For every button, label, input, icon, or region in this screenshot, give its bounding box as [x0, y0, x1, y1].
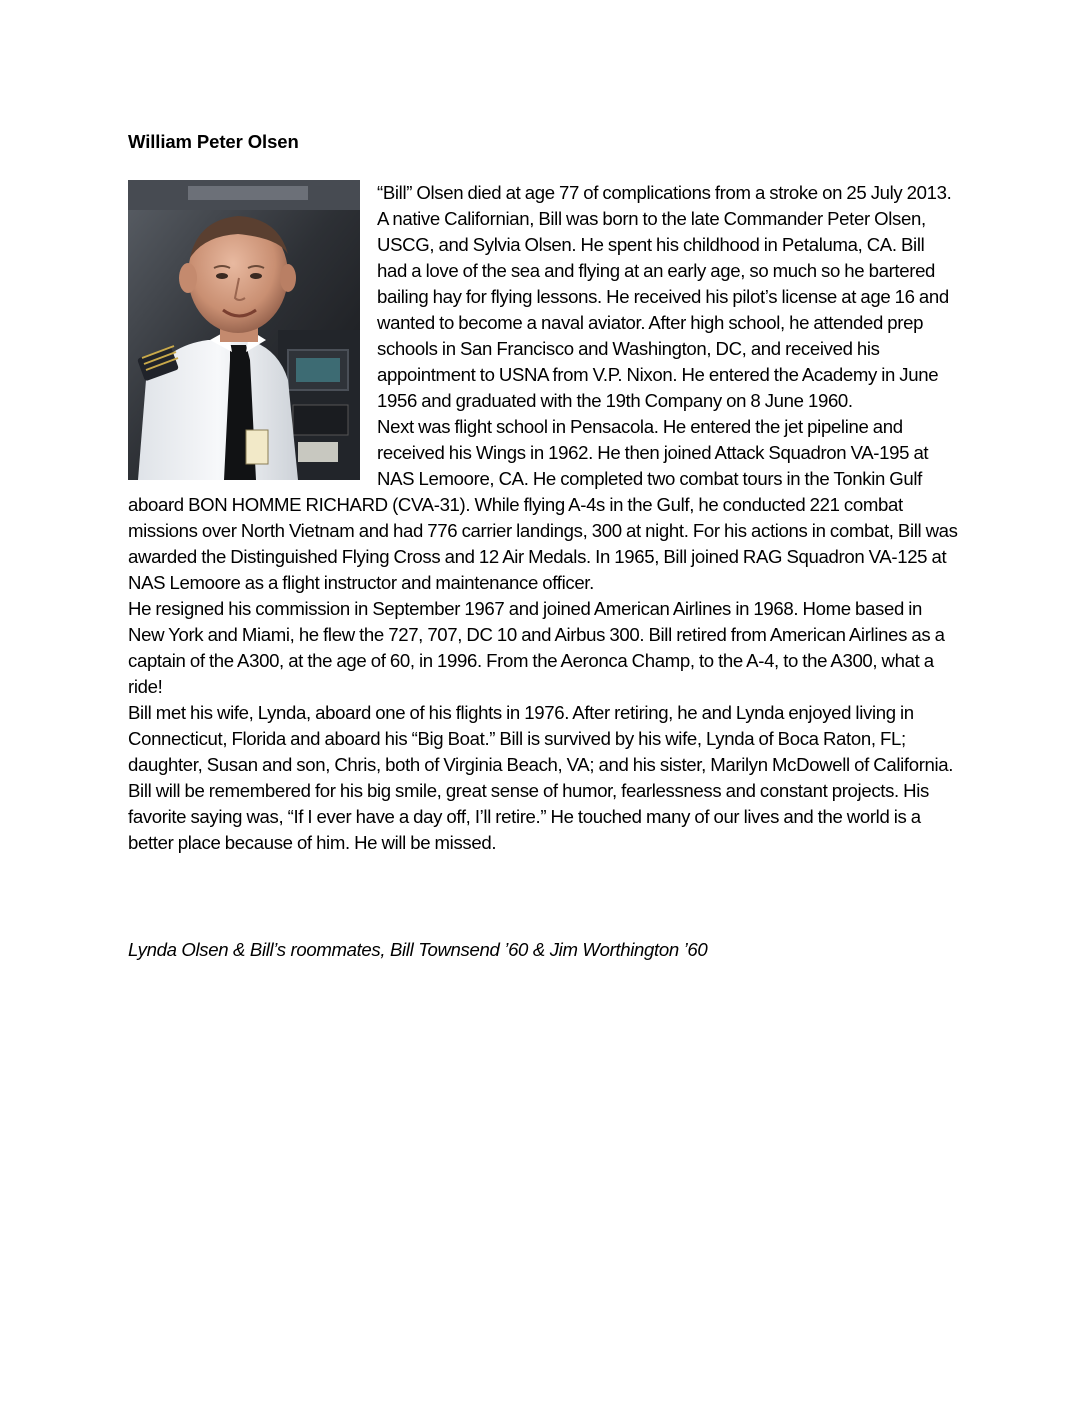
portrait-photo: [128, 180, 360, 480]
obituary-body: [128, 180, 958, 856]
paragraph-4: Bill met his wife, Lynda, aboard one of his flights in 1976. After retiring, he and Lynda enjoyed living in Connecticut, Florida and aboard his “Big Boat.” Bill is survived by his wife, Lynda of Boca Raton, FL; daughter, Susan and son, Chris, both of Virginia Beach, VA; and his sister, Marilyn McDowell of California.: [128, 702, 954, 775]
obituary-title: William Peter Olsen: [128, 131, 299, 152]
pilot-portrait-icon: [128, 180, 360, 480]
paragraph-3: He resigned his commission in September 1967 and joined American Airlines in 1968. Home based in New York and Miami, he flew the 727, 707, DC 10 and Airbus 300. Bill retired from American Airlines as a captain of the A300, at the age of 60, in 1996. From the Aeronca Champ, to the A-4, to the A300, what a ride!: [128, 598, 945, 697]
paragraph-2: Next was flight school in Pensacola. He entered the jet pipeline and received his Wings in 1962. He then joined Attack Squadron VA-195 at NAS Lemoore, CA. He completed two combat tours in the Tonkin Gulf aboard BON HOMME RICHARD (CVA-31). While flying A-4s in the Gulf, he conducted 221 combat missions over North Vietnam and had 776 carrier landings, 300 at night. For his actions in combat, Bill was awarded the Distinguished Flying Cross and 12 Air Medals. In 1965, Bill joined RAG Squadron VA-125 at NAS Lemoore as a flight instructor and maintenance officer.: [128, 416, 958, 593]
paragraph-1: “Bill” Olsen died at age 77 of complications from a stroke on 25 July 2013. A native Californian, Bill was born to the late Commander Peter Olsen, USCG, and Sylvia Olsen. He spent his childhood in Petaluma, CA. Bill had a love of the sea and flying at an early age, so much so he bartered bailing hay for flying lessons. He received his pilot’s license at age 16 and wanted to become a naval aviator. After high school, he attended prep schools in San Francisco and Washington, DC, and received his appointment to USNA from V.P. Nixon. He entered the Academy in June 1956 and graduated with the 19th Company on 8 June 1960.: [377, 182, 952, 411]
paragraph-5: Bill will be remembered for his big smile, great sense of humor, fearlessness and constant projects. His favorite saying was, “If I ever have a day off, I’ll retire.” He touched many of our lives and the world is a better place because of him. He will be missed.: [128, 780, 929, 853]
signature-line: Lynda Olsen & Bill’s roommates, Bill Townsend ’60 & Jim Worthington ’60: [128, 939, 708, 960]
